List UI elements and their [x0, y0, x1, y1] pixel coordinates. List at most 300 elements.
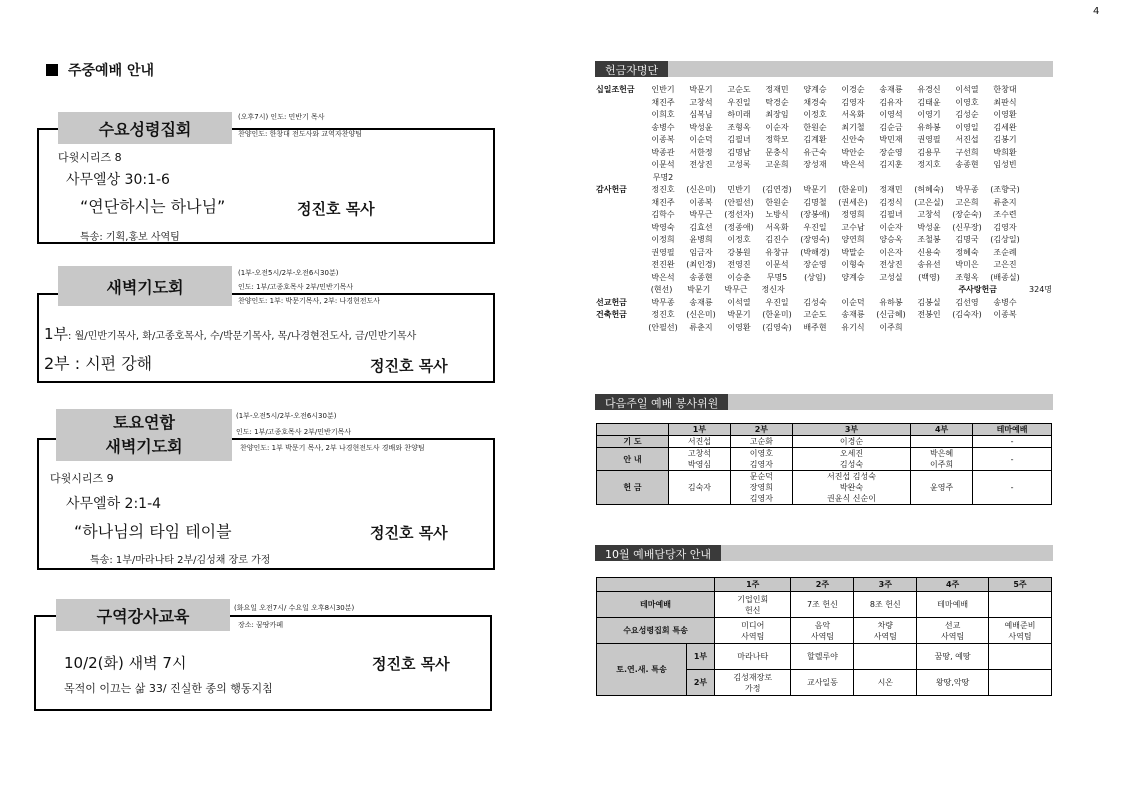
wednesday-sermon: “연단하시는 하나님”	[80, 197, 226, 216]
offering-name: 우진일	[803, 222, 827, 232]
offering-name: 이영일	[955, 122, 979, 132]
offering-row	[596, 309, 1052, 322]
offering-name: 무명2	[652, 172, 674, 182]
offering-name: 박영숙	[651, 222, 675, 232]
offering-name: 송재룡	[879, 85, 903, 94]
offering-name: 김성숙	[803, 297, 827, 307]
october-cell: 할렐루야	[791, 644, 854, 670]
october-table	[596, 577, 1052, 696]
offering-name: 고성록	[727, 160, 751, 169]
offering-name: 우진일	[765, 297, 789, 307]
saturday-sermon: “하나님의 타임 테이블	[74, 522, 232, 541]
offering-name: 김필녀	[727, 135, 751, 144]
offering-row	[596, 284, 1052, 297]
offering-name: 이문석	[651, 160, 675, 169]
section-title-text: 주중예배 안내	[68, 63, 155, 79]
offering-name: 서한정	[689, 147, 713, 157]
offering-name: 김지훈	[879, 160, 903, 169]
offering-name: (김연경)	[762, 185, 792, 194]
offering-name: 이영환	[993, 110, 1017, 119]
offering-name: 조수련	[993, 210, 1017, 219]
district-text: 목적이 이끄는 삶 33/ 진실한 종의 행동지침	[64, 682, 273, 695]
offering-category	[596, 259, 644, 272]
offering-name: 장순영	[803, 260, 827, 269]
offering-name: 이순자	[765, 122, 789, 132]
october-sat-row-1	[597, 644, 1052, 670]
offering-name: 박문기	[687, 285, 711, 294]
next-week-row-label: 기 도	[597, 436, 669, 448]
offering-category	[596, 247, 644, 260]
offering-name: 이영석	[879, 110, 903, 119]
offering-name: 신용숙	[917, 247, 941, 257]
saturday-info3: 찬양인도: 1부 박문기 목사, 2부 나경현전도사 경배와 찬양팀	[240, 444, 425, 452]
offering-name: (권세은)	[838, 197, 868, 207]
october-corner	[597, 578, 715, 592]
offering-row	[596, 172, 1052, 185]
offering-row	[596, 272, 1052, 285]
october-wed-row	[597, 618, 1052, 644]
offering-name: (신금혜)	[876, 310, 906, 319]
offering-name: 조철봉	[917, 235, 941, 244]
offering-name: 서옥화	[765, 222, 789, 232]
offering-name: 이영호	[955, 97, 979, 107]
offering-name: 송종현	[689, 272, 713, 282]
saturday-title-line2: 새벽기도회	[105, 437, 183, 456]
offering-name: 구선희	[955, 147, 979, 157]
offering-name: 이석열	[955, 85, 979, 94]
next-week-cell: 김숙자	[669, 471, 731, 505]
october-cell: 테마예배	[917, 592, 989, 618]
offering-name: 장성재	[803, 160, 827, 169]
next-week-cell: 윤영주	[911, 471, 973, 505]
next-week-cell: -	[973, 471, 1052, 505]
offering-name: (장순숙)	[952, 210, 982, 219]
next-week-cell: 박은혜 이주희	[911, 448, 973, 471]
october-cell: 선교 사역팀	[917, 618, 989, 644]
offering-name: 유경신	[917, 85, 941, 94]
offering-row	[596, 222, 1052, 235]
offering-name: 전영진	[727, 260, 751, 269]
october-cell	[989, 644, 1052, 670]
offering-name: 이경순	[841, 85, 865, 94]
offering-name: 정진호	[651, 310, 675, 319]
offering-name: 정학모	[765, 135, 789, 144]
offering-name: (김숙자)	[952, 310, 982, 319]
next-week-header	[595, 394, 1053, 410]
offering-name: 임금자	[689, 247, 713, 257]
october-cell: 미디어 사역팀	[715, 618, 791, 644]
offering-name: 조형옥	[727, 122, 751, 132]
october-column-header: 3주	[854, 578, 917, 592]
offering-name: 박문기	[803, 185, 827, 194]
offering-category	[596, 122, 644, 135]
offering-name: 이정희	[651, 235, 675, 244]
offering-name: 인반기	[651, 85, 675, 94]
offering-name: 한원순	[803, 122, 827, 132]
offering-row	[596, 97, 1052, 110]
offering-name: (고은실)	[914, 197, 944, 207]
offering-name: 김순금	[879, 122, 903, 132]
offering-name: 정혜숙	[955, 247, 979, 257]
district-preacher: 정진호 목사	[372, 655, 450, 673]
next-week-corner	[597, 424, 669, 436]
offering-category	[596, 234, 644, 247]
offering-name: 고은진	[993, 260, 1017, 269]
offering-name: (신은미)	[686, 310, 716, 319]
october-cell: 마라나타	[715, 644, 791, 670]
offering-name: 우진일	[727, 97, 751, 107]
offering-name: 이순자	[879, 222, 903, 232]
offering-name: 송유선	[917, 260, 941, 269]
offering-name: 박민재	[879, 135, 903, 144]
offering-name: 조형옥	[955, 272, 979, 282]
district-datetime: 10/2(화) 새벽 7시	[64, 654, 187, 672]
offering-name: 이종복	[689, 197, 713, 207]
dawn-info1: (1부-오전5시/2부-오전6시30분)	[238, 269, 339, 277]
offering-name: 유근숙	[803, 147, 827, 157]
offering-name: 고창석	[689, 97, 713, 107]
offering-category	[596, 322, 644, 335]
offering-name: (장영숙)	[800, 235, 830, 244]
offering-name: 정진호	[651, 185, 675, 194]
offering-name: 박말순	[841, 247, 865, 257]
offering-name: 이희호	[651, 110, 675, 119]
offering-name: 김명철	[803, 197, 827, 207]
saturday-scripture: 사무엘하 2:1-4	[66, 496, 162, 512]
wednesday-info1: (오후7시) 인도: 민반기 목사	[238, 113, 325, 121]
offering-name: 박희환	[993, 147, 1017, 157]
offering-row	[596, 134, 1052, 147]
offering-name: 김효선	[689, 222, 713, 232]
offering-name: 이형숙	[841, 260, 865, 269]
offering-name: 배주현	[803, 322, 827, 332]
next-week-column-header: 2부	[730, 424, 792, 436]
offering-name: 권영필	[917, 135, 941, 144]
offering-name: (박해경)	[800, 247, 830, 257]
offering-name: (정선자)	[724, 210, 754, 219]
october-cell: 기업인회 헌신	[715, 592, 791, 618]
offering-name: 이문석	[765, 260, 789, 269]
offering-name: 박미은	[955, 260, 979, 269]
offering-name: 채경숙	[803, 97, 827, 107]
wednesday-scripture: 사무엘상 30:1-6	[66, 172, 170, 188]
october-cell: 8조 헌신	[854, 592, 917, 618]
offering-name: 양승옥	[879, 235, 903, 244]
offering-category	[596, 159, 644, 172]
offering-name: 김정식	[879, 197, 903, 207]
offering-name: 고수남	[841, 222, 865, 232]
october-header-row	[597, 578, 1052, 592]
offering-name: 전봉인	[917, 310, 941, 319]
next-week-column-header: 3부	[792, 424, 910, 436]
offering-name: 하미래	[727, 110, 751, 119]
offering-category	[596, 97, 644, 110]
offering-name: (장봉애)	[800, 210, 830, 219]
offering-row	[596, 197, 1052, 210]
offering-list	[596, 84, 1052, 334]
offering-name: 무명5	[766, 272, 788, 282]
october-cell	[989, 592, 1052, 618]
offering-name: 조순례	[993, 247, 1017, 257]
offering-name: 박종관	[651, 147, 675, 157]
offering-row	[596, 109, 1052, 122]
saturday-series: 다윗시리즈 9	[50, 472, 114, 485]
offering-name: (안필선)	[648, 322, 678, 332]
next-week-row	[597, 471, 1052, 505]
next-week-row-label: 헌 금	[597, 471, 669, 505]
offering-name: 박무종	[651, 297, 675, 307]
offering-name: 유기식	[841, 322, 865, 332]
offering-name: 탁경순	[765, 97, 789, 107]
offering-name: 양계승	[841, 272, 865, 282]
saturday-title	[56, 409, 232, 461]
october-cell: 차량 사역팀	[854, 618, 917, 644]
offering-name: 류춘지	[993, 197, 1017, 207]
offering-name: 박안순	[841, 147, 865, 157]
wednesday-series: 다윗시리즈 8	[58, 151, 122, 164]
offering-name: 이정호	[803, 110, 827, 119]
october-column-header: 2주	[791, 578, 854, 592]
offering-name: 채진주	[651, 197, 675, 207]
next-week-column-header: 테마예배	[973, 424, 1052, 436]
offering-name: 이영기	[917, 110, 941, 119]
offering-name: 박무종	[955, 185, 979, 194]
district-info1: (화요일 오전7시/ 수요일 오후8시30분)	[234, 604, 355, 612]
offering-name: 이승춘	[727, 272, 751, 282]
offering-name: 박성윤	[689, 122, 713, 132]
offering-name: 박은석	[651, 272, 675, 282]
next-week-cell: 오세진 김성숙	[792, 448, 910, 471]
offering-name: 최장임	[765, 110, 789, 119]
offering-category	[596, 172, 644, 185]
october-cell: 7조 헌신	[791, 592, 854, 618]
offering-name: 채진주	[651, 97, 675, 107]
october-cell: 왕땅,악땅	[917, 670, 989, 696]
district-title: 구역강사교육	[56, 599, 230, 631]
offering-row	[596, 147, 1052, 160]
october-sat-sub2: 2부	[687, 670, 715, 696]
offering-name: 신안숙	[841, 135, 865, 144]
offering-name: 이주희	[879, 322, 903, 332]
offering-category	[596, 134, 644, 147]
offering-name: 노방식	[765, 210, 789, 219]
offering-name: 심복님	[689, 110, 713, 119]
offering-name: (최인경)	[686, 260, 716, 269]
offering-header	[595, 61, 1053, 77]
october-wed-row-label: 수요성령집회 특송	[597, 618, 715, 644]
offering-row	[596, 247, 1052, 260]
saturday-info2: 인도: 1부/고종호목사 2부/민반기목사	[236, 428, 352, 436]
offering-row	[596, 297, 1052, 310]
wednesday-info2: 찬양인도: 한창대 전도사와 교역자찬양팀	[238, 130, 362, 138]
offering-row	[596, 159, 1052, 172]
offering-name: 이종복	[651, 135, 675, 144]
offering-name: 유하봉	[879, 297, 903, 307]
offering-category	[596, 147, 644, 160]
offering-name: 고은희	[955, 197, 979, 207]
october-cell: 김성재장로 가정	[715, 670, 791, 696]
october-column-header: 4주	[917, 578, 989, 592]
dawn-part1-label: 1부	[44, 325, 69, 343]
saturday-title-line1: 토요연합	[113, 413, 175, 432]
october-theme-row-label: 테마예배	[597, 592, 715, 618]
offering-name: 박은석	[841, 160, 865, 169]
next-week-cell	[911, 436, 973, 448]
offering-name: 고창석	[917, 210, 941, 219]
offering-name: 김봉실	[917, 297, 941, 307]
october-cell	[989, 670, 1052, 696]
october-cell: 음악 사역팀	[791, 618, 854, 644]
next-week-cell: 이경순	[792, 436, 910, 448]
offering-name: 이순덕	[841, 297, 865, 307]
offering-name: 양연희	[841, 235, 865, 244]
offering-name: 박문기	[689, 85, 713, 94]
offering-category	[596, 109, 644, 122]
offering-name: 김세완	[993, 122, 1017, 132]
offering-name: 송병수	[993, 297, 1017, 307]
offering-name: (신은미)	[686, 185, 716, 194]
dawn-preacher: 정진호 목사	[370, 357, 448, 375]
offering-name: 유창규	[765, 247, 789, 257]
offering-name: 박성윤	[917, 222, 941, 232]
district-info2: 장소: 꿈땅카페	[238, 621, 284, 629]
offering-name: 김영자	[993, 222, 1017, 232]
offering-name: 정재민	[765, 85, 789, 94]
next-week-cell: 서진섭	[669, 436, 731, 448]
offering-name: 강봉원	[727, 247, 751, 257]
offering-name: 류춘지	[689, 322, 713, 332]
offering-name: 정신자	[761, 285, 785, 294]
offering-name: 장순영	[879, 147, 903, 157]
offering-row	[596, 184, 1052, 197]
offering-name: 김명국	[955, 235, 979, 244]
offering-name: 김선영	[955, 297, 979, 307]
offering-name: 한원순	[765, 197, 789, 207]
offering-name: 김성순	[955, 110, 979, 119]
dawn-info3: 찬양인도: 1부: 박문기목사, 2부: 나경현전도사	[238, 297, 381, 305]
offering-name: 박무근	[689, 210, 713, 219]
offering-category: 십일조헌금	[596, 85, 635, 94]
offering-name: 김태윤	[917, 97, 941, 107]
offering-category	[596, 197, 644, 210]
offering-name: 박무근	[724, 285, 748, 294]
offering-name: 고순도	[727, 85, 751, 94]
offering-name: 이석열	[727, 297, 751, 307]
october-header-label: 10월 예배담당자 안내	[595, 545, 721, 561]
offering-name: 전진완	[651, 260, 675, 269]
october-cell: 교사일동	[791, 670, 854, 696]
offering-name: 서진섭	[955, 135, 979, 144]
offering-category	[596, 284, 643, 297]
saturday-special: 특송: 1부/마라나타 2부/김성채 장로 가정	[90, 555, 271, 566]
offering-name: 전상진	[689, 160, 713, 169]
offering-row	[596, 122, 1052, 135]
offering-name: (현선)	[650, 285, 673, 294]
october-cell: 꿈땅, 예땅	[917, 644, 989, 670]
offering-name: 윤병희	[689, 235, 713, 244]
offering-category: 건축헌금	[596, 310, 627, 319]
offering-name: (안필선)	[724, 197, 754, 207]
offering-name: 박문기	[727, 310, 751, 319]
wednesday-title: 수요성령집회	[58, 112, 232, 144]
offering-row	[596, 322, 1052, 335]
next-week-cell: -	[973, 436, 1052, 448]
offering-name: 고순도	[803, 310, 827, 319]
offering-name: 이종복	[993, 310, 1017, 319]
offering-name: 이순덕	[689, 135, 713, 144]
saturday-preacher: 정진호 목사	[370, 524, 448, 542]
october-cell: 예배준비 사역팀	[989, 618, 1052, 644]
wednesday-preacher: 정진호 목사	[297, 200, 375, 218]
october-sat-label: 토.연.새. 특송	[597, 644, 687, 696]
offering-row	[596, 259, 1052, 272]
next-week-header-label: 다음주일 예배 봉사위원	[595, 394, 728, 410]
offering-name: (허혜숙)	[914, 185, 944, 194]
offering-name: 김필녀	[879, 210, 903, 219]
offering-name: 송재룡	[689, 297, 713, 307]
offering-name: 한창대	[993, 85, 1017, 94]
offering-name: (김상일)	[990, 235, 1020, 244]
offering-name: 김계환	[803, 135, 827, 144]
offering-name: 정지호	[917, 160, 941, 169]
offering-header-label: 헌금자명단	[595, 61, 668, 77]
offering-name: 민반기	[727, 185, 751, 194]
offering-name: 권영필	[651, 247, 675, 257]
offering-name: 전상진	[879, 260, 903, 269]
offering-name: 임성빈	[993, 160, 1017, 169]
offering-name: 송병수	[651, 122, 675, 132]
next-week-cell: 고창석 박영심	[669, 448, 731, 471]
offering-category: 감사헌금	[596, 185, 627, 194]
offering-name: 고성실	[879, 272, 903, 282]
next-week-cell: 고순화	[730, 436, 792, 448]
offering-name: 정재민	[879, 185, 903, 194]
offering-row	[596, 234, 1052, 247]
saturday-info1: (1부-오전5시/2부-오전6시30분)	[236, 412, 337, 420]
offering-name: 최판식	[993, 97, 1017, 107]
offering-name: 문충식	[765, 147, 789, 157]
offering-category	[596, 209, 644, 222]
october-column-header: 5주	[989, 578, 1052, 592]
offering-spacer	[792, 284, 941, 297]
section-title	[46, 60, 154, 80]
offering-extra-label: 주사랑헌금	[958, 285, 997, 294]
dawn-title: 새벽기도회	[58, 266, 232, 306]
offering-name: (신무장)	[952, 222, 982, 232]
offering-name: 김학수	[651, 210, 675, 219]
next-week-row-label: 안 내	[597, 448, 669, 471]
offering-name: 김진수	[765, 235, 789, 244]
wednesday-special: 특송: 기획,홍보 사역팀	[80, 232, 180, 243]
october-theme-row	[597, 592, 1052, 618]
page-number: 4	[1093, 6, 1100, 17]
october-cell	[854, 644, 917, 670]
offering-name: 김영자	[841, 97, 865, 107]
offering-name: (배종실)	[990, 272, 1020, 282]
offering-name: (상임)	[804, 272, 826, 282]
next-week-cell: 서진섭 김성숙 박완숙 권윤식 신순이	[792, 471, 910, 505]
offering-name: 송종현	[955, 160, 979, 169]
october-column-header: 1주	[715, 578, 791, 592]
next-week-cell: 이영호 김영자	[730, 448, 792, 471]
offering-name: (한윤미)	[838, 185, 868, 194]
offering-name: (한윤미)	[762, 310, 792, 319]
offering-extra-value: 324명	[1029, 285, 1053, 294]
dawn-part1-text: : 월/민반기목사, 화/고종호목사, 수/박문기목사, 목/나경현전도사, 금/민반기목사	[68, 331, 417, 342]
dawn-part2: 2부 : 시편 강해	[44, 354, 153, 373]
offering-name: 이정호	[727, 235, 751, 244]
next-week-column-header: 4부	[911, 424, 973, 436]
